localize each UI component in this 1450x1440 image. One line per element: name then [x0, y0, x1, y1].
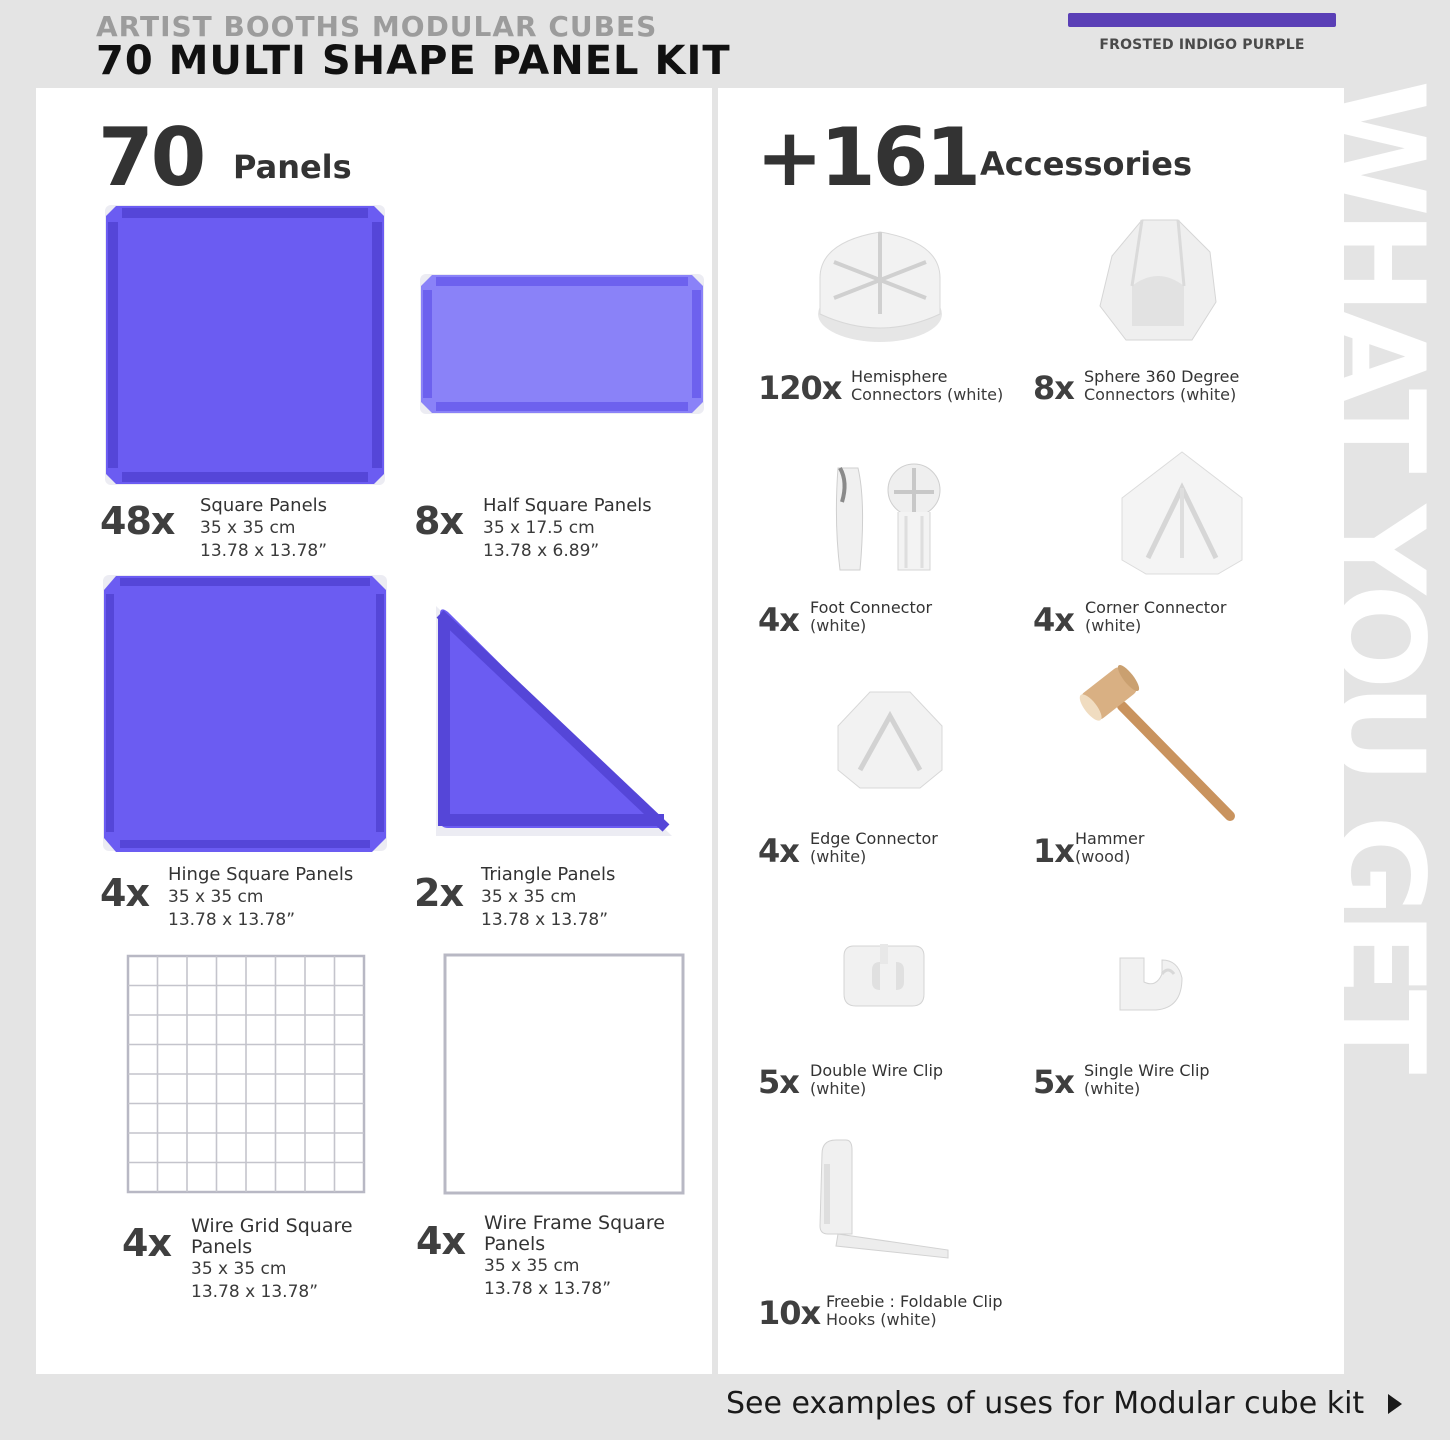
wire-grid-panels-desc	[191, 1216, 353, 1304]
wire-frame-panel-icon	[442, 952, 686, 1196]
sphere-connectors-line2: Connectors (white)	[1084, 385, 1237, 404]
triangle-panel-icon	[432, 600, 680, 844]
wire-frame-panels-desc	[484, 1213, 665, 1301]
foldable-clip-hook-qty: 10x	[758, 1294, 821, 1332]
accessories-section	[718, 88, 1344, 1374]
hemisphere-connectors-qty: 120x	[758, 369, 842, 407]
half-square-panels-qty: 8x	[414, 499, 463, 543]
foot-connector-qty: 4x	[758, 601, 799, 639]
half-square-panels-name: Half Square Panels	[483, 495, 652, 516]
wire-grid-panels-name-2: Panels	[191, 1236, 253, 1258]
square-panels-desc	[200, 494, 327, 563]
edge-connector-icon	[834, 686, 946, 792]
square-panel-icon	[102, 202, 388, 488]
square-panels-metric: 35 x 35 cm	[200, 518, 296, 538]
edge-connector-desc	[810, 830, 938, 866]
double-wire-clip-qty: 5x	[758, 1063, 799, 1101]
square-panels-qty: 48x	[100, 499, 175, 543]
single-wire-clip-line1: Single Wire Clip	[1084, 1061, 1210, 1080]
half-square-panels-metric: 35 x 17.5 cm	[483, 518, 595, 538]
single-wire-clip-qty: 5x	[1033, 1063, 1074, 1101]
panels-count: 70	[98, 111, 204, 204]
foot-connector-line1: Foot Connector	[810, 598, 933, 617]
hinge-square-panels-metric: 35 x 35 cm	[168, 887, 264, 907]
accessories-label: Accessories	[980, 145, 1192, 183]
double-wire-clip-icon	[840, 942, 928, 1010]
hinge-square-panels-name: Hinge Square Panels	[168, 864, 354, 885]
hemisphere-connectors-line2: Connectors (white)	[851, 385, 1004, 404]
wire-grid-panels-name-1: Wire Grid Square	[191, 1215, 353, 1237]
single-wire-clip-line2: (white)	[1084, 1079, 1141, 1098]
color-swatch	[1068, 13, 1336, 27]
double-wire-clip-desc	[810, 1062, 943, 1098]
hinge-square-panels-imperial: 13.78 x 13.78”	[168, 910, 296, 930]
sphere-connectors-desc	[1084, 368, 1239, 404]
wire-grid-panels-qty: 4x	[122, 1221, 171, 1265]
sphere-connector-icon	[1092, 216, 1222, 350]
corner-connector-line2: (white)	[1085, 616, 1142, 635]
wire-frame-panels-name-1: Wire Frame Square	[484, 1212, 665, 1234]
hammer-line1: Hammer	[1075, 829, 1145, 848]
side-text-container	[1306, 80, 1450, 1420]
half-square-panels-imperial: 13.78 x 6.89”	[483, 541, 600, 561]
hammer-desc	[1075, 830, 1144, 866]
foot-connector-line2: (white)	[810, 616, 867, 635]
corner-connector-icon	[1118, 448, 1246, 578]
square-panels-name: Square Panels	[200, 495, 328, 516]
half-square-panels-desc	[483, 494, 652, 563]
page-title: 70 MULTI SHAPE PANEL KIT	[96, 38, 731, 84]
corner-connector-qty: 4x	[1033, 601, 1074, 639]
double-wire-clip-line1: Double Wire Clip	[810, 1061, 944, 1080]
foldable-clip-hook-icon	[814, 1134, 954, 1264]
triangle-panels-desc	[481, 863, 615, 932]
wire-frame-panels-imperial: 13.78 x 13.78”	[484, 1279, 612, 1299]
brand-subtitle: ARTIST BOOTHS MODULAR CUBES	[96, 10, 658, 43]
hinge-square-panels-desc	[168, 863, 353, 932]
triangle-panels-imperial: 13.78 x 13.78”	[481, 910, 609, 930]
foot-connector-icon	[832, 462, 944, 574]
edge-connector-qty: 4x	[758, 832, 799, 870]
panels-label: Panels	[233, 148, 352, 186]
single-wire-clip-desc	[1084, 1062, 1210, 1098]
hemisphere-connectors-line1: Hemisphere	[851, 367, 948, 386]
hammer-line2: (wood)	[1075, 847, 1131, 866]
half-square-panel-icon	[418, 272, 706, 416]
double-wire-clip-line2: (white)	[810, 1079, 867, 1098]
what-you-get-text: WHAT YOU GET	[1306, 80, 1450, 1069]
hemisphere-connector-icon	[814, 218, 946, 344]
wire-frame-panels-qty: 4x	[416, 1219, 465, 1263]
sphere-connectors-line1: Sphere 360 Degree	[1084, 367, 1240, 386]
edge-connector-line2: (white)	[810, 847, 867, 866]
hammer-qty: 1x	[1033, 832, 1074, 870]
edge-connector-line1: Edge Connector	[810, 829, 938, 848]
foot-connector-desc	[810, 599, 932, 635]
examples-link-text[interactable]: See examples of uses for Modular cube kit	[726, 1386, 1365, 1421]
foldable-clip-hook-line2: Hooks (white)	[826, 1310, 937, 1329]
panels-section	[36, 88, 712, 1374]
sphere-connectors-qty: 8x	[1033, 369, 1074, 407]
corner-connector-desc	[1085, 599, 1226, 635]
triangle-panels-qty: 2x	[414, 871, 463, 915]
wire-grid-panel-icon	[126, 954, 366, 1194]
triangle-panels-name: Triangle Panels	[481, 864, 616, 885]
color-name-label: FROSTED INDIGO PURPLE	[1099, 37, 1305, 53]
hinge-square-panels-qty: 4x	[100, 871, 149, 915]
wire-grid-panels-metric: 35 x 35 cm	[191, 1259, 287, 1279]
wire-grid-panels-imperial: 13.78 x 13.78”	[191, 1282, 319, 1302]
examples-link[interactable]	[726, 1386, 1402, 1421]
corner-connector-line1: Corner Connector	[1085, 598, 1227, 617]
accessories-count: +161	[756, 111, 979, 204]
foldable-clip-hook-desc	[826, 1293, 1003, 1329]
hemisphere-connectors-desc	[851, 368, 1003, 404]
wire-frame-panels-metric: 35 x 35 cm	[484, 1256, 580, 1276]
hinge-square-panel-icon	[100, 572, 390, 854]
single-wire-clip-icon	[1116, 952, 1186, 1014]
triangle-panels-metric: 35 x 35 cm	[481, 887, 577, 907]
play-arrow-icon[interactable]	[1388, 1394, 1402, 1414]
foldable-clip-hook-line1: Freebie : Foldable Clip	[826, 1292, 1003, 1311]
square-panels-imperial: 13.78 x 13.78”	[200, 541, 328, 561]
hammer-icon	[1078, 664, 1238, 824]
wire-frame-panels-name-2: Panels	[484, 1233, 546, 1255]
